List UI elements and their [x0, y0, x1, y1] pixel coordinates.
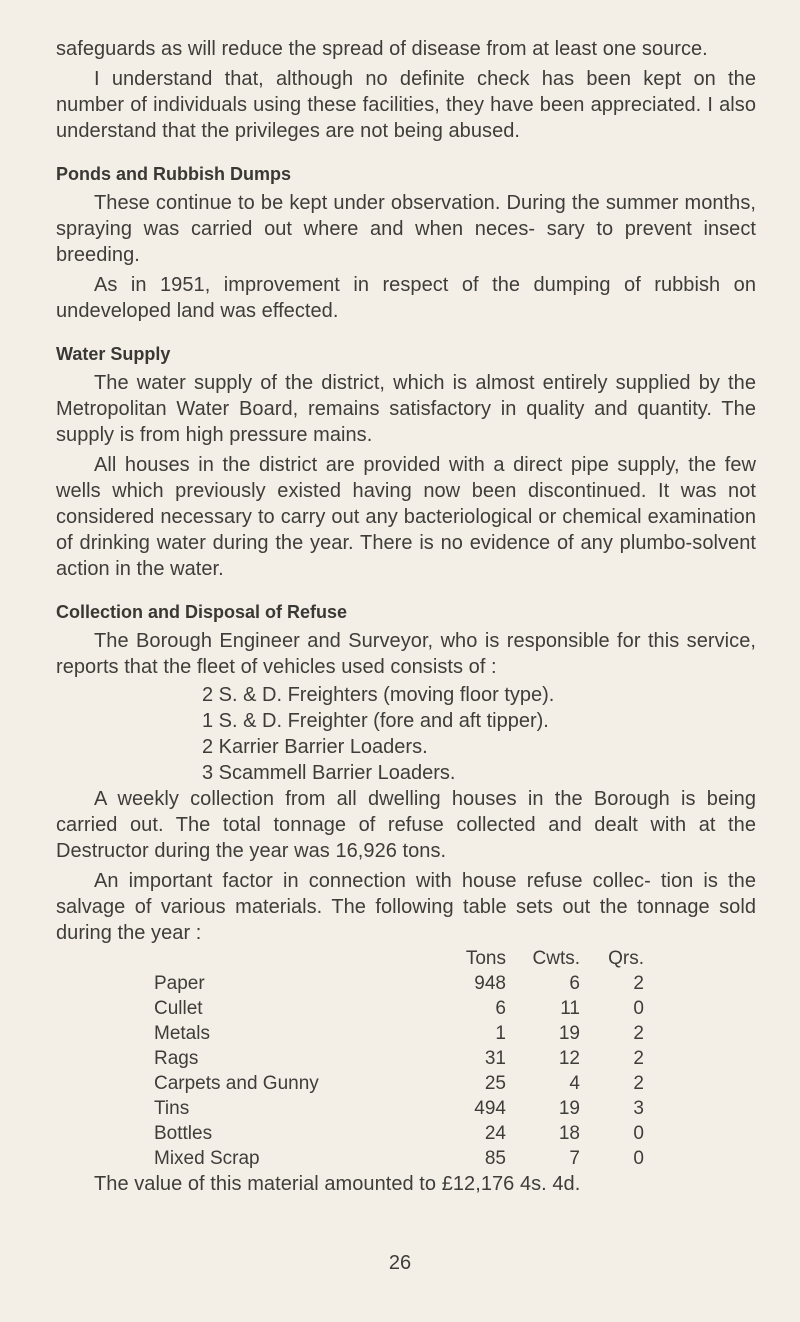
- salvage-header-cwts: Cwts.: [532, 947, 580, 969]
- water-paragraph-1: The water supply of the district, which is almost entirely supplied by the Metropolitan Water Board, remains satisfactory in quality and quantity. The supply is from high pressure mains.: [56, 372, 756, 446]
- salvage-tons: 85: [484, 1147, 506, 1169]
- table-row: [154, 1021, 644, 1046]
- salvage-cwts: 19: [558, 1097, 580, 1119]
- fleet-list-item: 3 Scammell Barrier Loaders.: [202, 762, 456, 784]
- refuse-paragraph-3: An important factor in connection with house refuse collec- tion is the salvage of various materials. The following table sets out the tonnage sold during the year :: [56, 870, 756, 944]
- salvage-cwts: 18: [558, 1122, 580, 1144]
- salvage-item: Carpets and Gunny: [154, 1072, 319, 1094]
- intro-paragraph-2: I understand that, although no definite check has been kept on the number of individuals using these facilities, they have been appreciated. I also understand that the privileges are not being abused.: [56, 68, 756, 142]
- salvage-value-paragraph: The value of this material amounted to £12,176 4s. 4d.: [94, 1173, 581, 1195]
- salvage-qrs: 0: [633, 997, 644, 1019]
- salvage-cwts: 11: [560, 997, 580, 1019]
- salvage-item: Bottles: [154, 1122, 213, 1144]
- fleet-list: [56, 682, 756, 786]
- salvage-table-header-row: [154, 946, 644, 971]
- page-number: 26: [388, 1252, 412, 1274]
- ponds-paragraph-1: These continue to be kept under observation. During the summer months, spraying was carried out where and when neces- sary to prevent insect breeding.: [56, 192, 756, 266]
- salvage-cwts: 6: [569, 972, 580, 994]
- salvage-tons: 494: [474, 1097, 506, 1119]
- ponds-paragraph-2: As in 1951, improvement in respect of the dumping of rubbish on undeveloped land was effected.: [56, 274, 756, 322]
- salvage-header-qrs: Qrs.: [608, 947, 644, 969]
- salvage-qrs: 2: [633, 1072, 644, 1094]
- ponds-heading: Ponds and Rubbish Dumps: [56, 164, 292, 184]
- refuse-paragraph-1: The Borough Engineer and Surveyor, who is responsible for this service, reports that the fleet of vehicles used consists of :: [56, 630, 756, 678]
- water-heading: Water Supply: [56, 344, 171, 364]
- water-paragraph-2: All houses in the district are provided with a direct pipe supply, the few wells which previously existed having now been discontinued. It was not considered necessary to carry out any bacteriological or chemical examination of drinking water during the year. There is no evidence of any plumbo-solvent action in the water.: [56, 454, 756, 580]
- fleet-list-item: 2 S. & D. Freighters (moving floor type).: [202, 684, 555, 706]
- table-row: [154, 971, 644, 996]
- salvage-item: Paper: [154, 972, 205, 994]
- refuse-heading: Collection and Disposal of Refuse: [56, 602, 348, 622]
- salvage-header-tons: Tons: [465, 947, 506, 969]
- salvage-tons: 948: [474, 972, 506, 994]
- salvage-header-item: [154, 946, 448, 971]
- salvage-qrs: 0: [633, 1147, 644, 1169]
- salvage-tons: 6: [495, 997, 506, 1019]
- intro-paragraph-1: safeguards as will reduce the spread of disease from at least one source.: [56, 38, 708, 60]
- table-row: [154, 1071, 644, 1096]
- salvage-item: Rags: [154, 1047, 199, 1069]
- salvage-qrs: 2: [633, 972, 644, 994]
- table-row: [154, 1046, 644, 1071]
- salvage-item: Mixed Scrap: [154, 1147, 260, 1169]
- salvage-item: Cullet: [154, 997, 203, 1019]
- salvage-qrs: 0: [633, 1122, 644, 1144]
- salvage-cwts: 7: [569, 1147, 580, 1169]
- table-row: [154, 1146, 644, 1171]
- table-row: [154, 1096, 644, 1121]
- salvage-qrs: 2: [633, 1047, 644, 1069]
- salvage-qrs: 2: [633, 1022, 644, 1044]
- document-page: [56, 36, 756, 1197]
- salvage-tons: 25: [484, 1072, 506, 1094]
- salvage-cwts: 12: [558, 1047, 580, 1069]
- salvage-item: Metals: [154, 1022, 210, 1044]
- salvage-tons: 1: [495, 1022, 506, 1044]
- salvage-qrs: 3: [633, 1097, 644, 1119]
- salvage-tons: 24: [484, 1122, 506, 1144]
- salvage-cwts: 4: [569, 1072, 580, 1094]
- table-row: [154, 1121, 644, 1146]
- salvage-table: [154, 946, 644, 1171]
- table-row: [154, 996, 644, 1021]
- fleet-list-item: 1 S. & D. Freighter (fore and aft tipper).: [202, 710, 549, 732]
- salvage-item: Tins: [154, 1097, 190, 1119]
- fleet-list-item: 2 Karrier Barrier Loaders.: [202, 736, 428, 758]
- salvage-tons: 31: [484, 1047, 506, 1069]
- salvage-cwts: 19: [558, 1022, 580, 1044]
- refuse-paragraph-2: A weekly collection from all dwelling houses in the Borough is being carried out. The total tonnage of refuse collected and dealt with at the Destructor during the year was 16,926 tons.: [56, 788, 756, 862]
